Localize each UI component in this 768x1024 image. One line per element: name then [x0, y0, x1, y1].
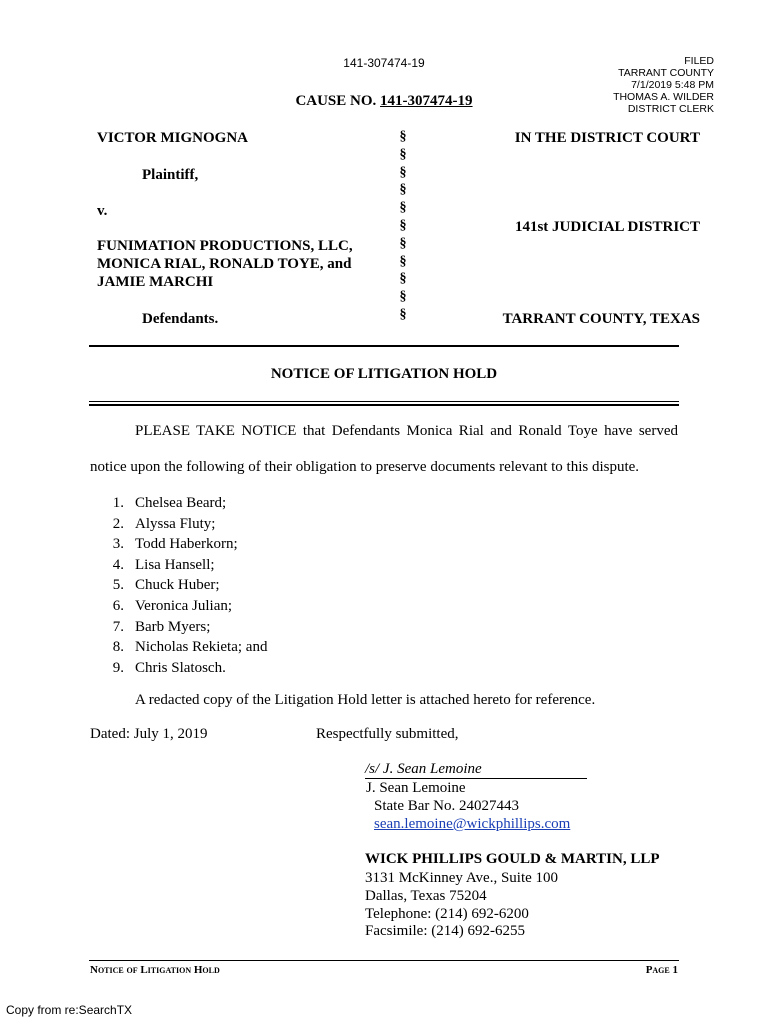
- list-number: 7.: [112, 618, 124, 635]
- cause-number-heading: [0, 93, 768, 110]
- respectfully-submitted: Respectfully submitted,: [316, 726, 459, 742]
- firm-telephone: Telephone: (214) 692-6200: [365, 906, 529, 922]
- list-item: [90, 534, 267, 555]
- list-item: [90, 658, 267, 679]
- list-item: [90, 617, 267, 638]
- recipient-name: Chris Slatosch.: [135, 659, 226, 676]
- recipient-name: Lisa Hansell;: [135, 556, 215, 573]
- caption-divider: [89, 345, 679, 347]
- plaintiff-name: VICTOR MIGNOGNA: [97, 130, 248, 146]
- list-item: [90, 514, 267, 535]
- section-mark: §: [399, 306, 407, 322]
- list-number: 8.: [112, 639, 124, 656]
- recipient-list: [90, 493, 267, 678]
- recipient-name: Alyssa Fluty;: [135, 515, 216, 532]
- firm-address-line2: Dallas, Texas 75204: [365, 888, 487, 904]
- section-mark: §: [399, 146, 407, 162]
- plaintiff-role: Plaintiff,: [142, 167, 199, 183]
- defendants-list: [97, 237, 353, 291]
- stamp-line: TARRANT COUNTY: [618, 67, 714, 79]
- file-number: 141-307474-19: [343, 56, 425, 70]
- list-item: [90, 555, 267, 576]
- section-marks: [398, 128, 408, 324]
- defendants-role: Defendants.: [142, 311, 219, 327]
- date-line: Dated: July 1, 2019: [90, 726, 208, 742]
- list-item: [90, 637, 267, 658]
- judicial-district: 141st JUDICIAL DISTRICT: [514, 219, 700, 235]
- list-number: 3.: [112, 536, 124, 553]
- notice-paragraph-line2: notice upon the following of their obligation to preserve documents relevant to this dispute.: [90, 459, 640, 475]
- defendant-line: JAMIE MARCHI: [97, 274, 214, 290]
- court-name: IN THE DISTRICT COURT: [514, 130, 700, 146]
- firm-facsimile: Facsimile: (214) 692-6255: [365, 923, 525, 939]
- list-number: 5.: [112, 577, 124, 594]
- list-item: [90, 596, 267, 617]
- recipient-name: Veronica Julian;: [135, 597, 233, 614]
- title-divider-thin: [89, 401, 679, 402]
- title-divider-thick: [89, 404, 679, 406]
- recipient-name: Chelsea Beard;: [135, 495, 227, 511]
- stamp-line: FILED: [684, 55, 714, 67]
- section-mark: §: [399, 200, 407, 216]
- notice-text: PLEASE TAKE NOTICE that Defendants Monica Rial and Ronald Toye have served: [135, 423, 678, 439]
- list-number: 2.: [112, 515, 124, 532]
- source-watermark: Copy from re:SearchTX: [6, 1003, 133, 1017]
- attorney-name: J. Sean Lemoine: [366, 780, 466, 796]
- versus: v.: [97, 203, 108, 219]
- recipient-name: Barb Myers;: [135, 618, 211, 635]
- list-number: 9.: [112, 659, 124, 676]
- list-number: 6.: [112, 597, 124, 614]
- page-number: Page 1: [645, 964, 678, 976]
- defendant-line: FUNIMATION PRODUCTIONS, LLC,: [97, 238, 353, 254]
- section-mark: §: [399, 271, 407, 287]
- email-link[interactable]: sean.lemoine@wickphillips.com: [374, 816, 571, 832]
- firm-address-line1: 3131 McKinney Ave., Suite 100: [365, 870, 559, 886]
- cause-label: CAUSE NO.: [295, 93, 377, 109]
- section-mark: §: [399, 164, 407, 180]
- defendant-line: MONICA RIAL, RONALD TOYE, and: [97, 256, 352, 272]
- document-title: NOTICE OF LITIGATION HOLD: [270, 366, 498, 382]
- list-item: [90, 575, 267, 596]
- notice-paragraph-line1: [135, 423, 678, 440]
- stamp-line: THOMAS A. WILDER: [613, 91, 714, 103]
- county: TARRANT COUNTY, TEXAS: [502, 311, 700, 327]
- footer-title: Notice of Litigation Hold: [90, 964, 220, 976]
- section-mark: §: [399, 289, 407, 305]
- recipient-name: Todd Haberkorn;: [135, 536, 238, 553]
- section-mark: §: [399, 253, 407, 269]
- section-mark: §: [399, 129, 407, 144]
- list-number: 1.: [112, 495, 124, 511]
- state-bar-number: State Bar No. 24027443: [374, 798, 519, 814]
- cause-number: 141-307474-19: [380, 93, 473, 109]
- reference-sentence: A redacted copy of the Litigation Hold letter is attached hereto for reference.: [135, 692, 596, 708]
- law-firm-name: WICK PHILLIPS GOULD & MARTIN, LLP: [365, 851, 660, 867]
- list-number: 4.: [112, 556, 124, 573]
- stamp-line: DISTRICT CLERK: [627, 103, 714, 115]
- footer-divider: [89, 960, 679, 961]
- recipient-name: Nicholas Rekieta; and: [135, 639, 268, 656]
- electronic-signature: /s/ J. Sean Lemoine: [365, 761, 587, 779]
- recipient-name: Chuck Huber;: [135, 577, 220, 594]
- section-mark: §: [399, 235, 407, 251]
- stamp-line: 7/1/2019 5:48 PM: [631, 79, 714, 91]
- section-mark: §: [399, 182, 407, 198]
- section-mark: §: [399, 217, 407, 233]
- list-item: [90, 493, 267, 514]
